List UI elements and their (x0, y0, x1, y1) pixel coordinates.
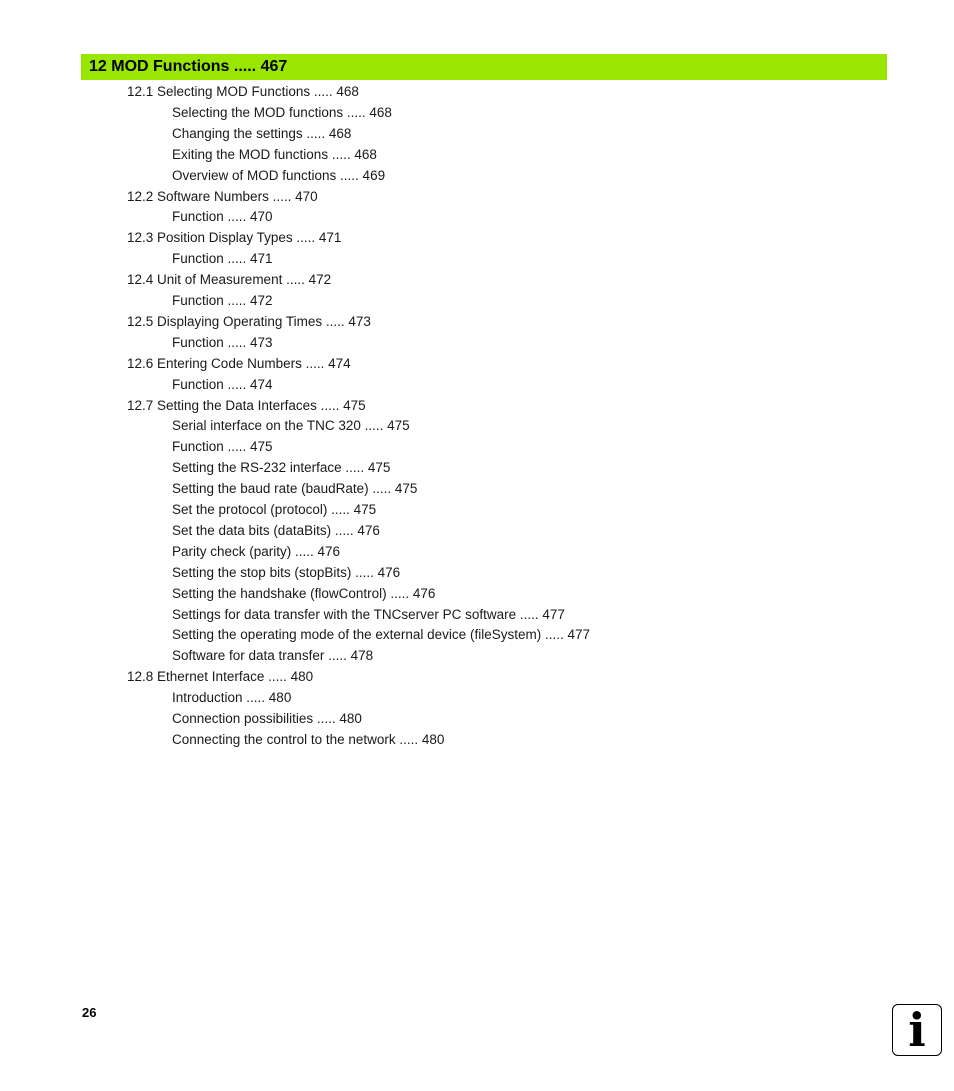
chapter-header (81, 54, 887, 80)
toc-section-entry[interactable]: 12.3 Position Display Types ..... 471 (127, 230, 342, 245)
page-number: 26 (82, 1005, 97, 1020)
chapter-title: 12 MOD Functions ..... 467 (89, 58, 288, 75)
info-glyph: i (908, 1003, 926, 1057)
toc-subsection-entry[interactable]: Function ..... 471 (172, 251, 273, 266)
toc-subsection-entry[interactable]: Function ..... 473 (172, 335, 273, 350)
toc-subsection-entry[interactable]: Function ..... 470 (172, 209, 273, 224)
toc-subsection-entry[interactable]: Set the data bits (dataBits) ..... 476 (172, 523, 380, 538)
toc-section-entry[interactable]: 12.8 Ethernet Interface ..... 480 (127, 669, 314, 684)
toc-subsection-entry[interactable]: Setting the stop bits (stopBits) ..... 476 (172, 565, 401, 580)
toc-subsection-entry[interactable]: Parity check (parity) ..... 476 (172, 544, 341, 559)
toc-section-entry[interactable]: 12.7 Setting the Data Interfaces ..... 475 (127, 398, 366, 413)
toc-subsection-entry[interactable]: Setting the baud rate (baudRate) ..... 475 (172, 481, 418, 496)
toc-subsection-entry[interactable]: Software for data transfer ..... 478 (172, 648, 374, 663)
toc-section-entry[interactable]: 12.1 Selecting MOD Functions ..... 468 (127, 84, 359, 99)
toc-subsection-entry[interactable]: Setting the RS-232 interface ..... 475 (172, 460, 391, 475)
toc-subsection-entry[interactable]: Serial interface on the TNC 320 ..... 475 (172, 418, 410, 433)
toc-section-entry[interactable]: 12.5 Displaying Operating Times ..... 473 (127, 314, 371, 329)
toc-subsection-entry[interactable]: Changing the settings ..... 468 (172, 126, 352, 141)
toc-subsection-entry[interactable]: Setting the handshake (flowControl) ..... 476 (172, 586, 436, 601)
toc-subsection-entry[interactable]: Set the protocol (protocol) ..... 475 (172, 502, 377, 517)
info-icon (892, 1004, 942, 1056)
toc-section-entry[interactable]: 12.6 Entering Code Numbers ..... 474 (127, 356, 351, 371)
toc-section-entry[interactable]: 12.4 Unit of Measurement ..... 472 (127, 272, 332, 287)
toc-subsection-entry[interactable]: Setting the operating mode of the external device (fileSystem) ..... 477 (172, 627, 590, 642)
toc-subsection-entry[interactable]: Connecting the control to the network ..... 480 (172, 732, 445, 747)
toc-subsection-entry[interactable]: Introduction ..... 480 (172, 690, 292, 705)
toc-subsection-entry[interactable]: Function ..... 475 (172, 439, 273, 454)
toc-subsection-entry[interactable]: Settings for data transfer with the TNCserver PC software ..... 477 (172, 607, 565, 622)
toc-subsection-entry[interactable]: Function ..... 474 (172, 377, 273, 392)
toc-subsection-entry[interactable]: Exiting the MOD functions ..... 468 (172, 147, 377, 162)
toc-section-entry[interactable]: 12.2 Software Numbers ..... 470 (127, 189, 318, 204)
toc-subsection-entry[interactable]: Selecting the MOD functions ..... 468 (172, 105, 392, 120)
toc-subsection-entry[interactable]: Function ..... 472 (172, 293, 273, 308)
toc-subsection-entry[interactable]: Overview of MOD functions ..... 469 (172, 168, 386, 183)
toc-subsection-entry[interactable]: Connection possibilities ..... 480 (172, 711, 362, 726)
